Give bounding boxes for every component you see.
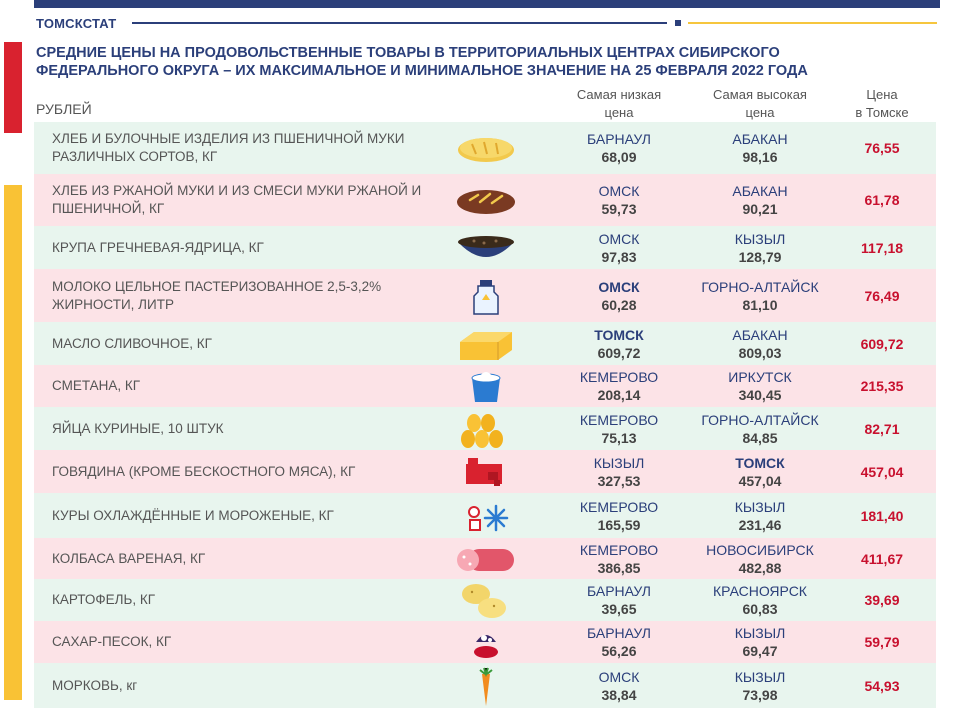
tomsk-price-value: 181,40 (860, 507, 904, 524)
table-row (34, 226, 936, 269)
highest-price-value: 69,47 (742, 643, 778, 659)
product-name: КАРТОФЕЛЬ, КГ (52, 592, 156, 607)
table-row (34, 174, 936, 226)
wheat-bread-icon (454, 128, 518, 168)
tomsk-price-value: 117,18 (860, 239, 904, 256)
milk-bottle-icon (454, 276, 518, 316)
tomsk-price-value: 457,04 (860, 463, 904, 480)
table-row (34, 493, 936, 538)
table-row (34, 579, 936, 621)
tomsk-price-value: 59,79 (864, 634, 900, 650)
lowest-price-city: ОМСК (598, 668, 640, 685)
lowest-price-cell (560, 230, 678, 266)
highest-price-value: 809,03 (738, 344, 782, 361)
highest-price-city: КЫЗЫЛ (734, 230, 786, 247)
brand-label: ТОМСКСТАТ (36, 16, 117, 31)
price-table (34, 122, 936, 708)
column-header-tomsk-line2: в Томске (855, 105, 909, 120)
table-row (34, 538, 936, 579)
highest-price-city: КЫЗЫЛ (734, 625, 786, 641)
highest-price-city: НОВОСИБИРСК (706, 541, 814, 558)
column-header-highest (698, 86, 822, 122)
highest-price-cell (698, 130, 822, 166)
lowest-price-city: ТОМСК (594, 326, 644, 343)
tomsk-price-value: 82,71 (864, 420, 900, 437)
accent-bar-yellow (4, 185, 22, 700)
rye-bread-icon (454, 180, 518, 220)
highest-price-cell (698, 368, 822, 404)
lowest-price-cell (560, 454, 678, 490)
lowest-price-value: 56,26 (601, 643, 637, 659)
highest-price-value: 84,85 (742, 429, 778, 446)
highest-price-city: ГОРНО-АЛТАЙСК (701, 411, 819, 428)
lowest-price-city: КЕМЕРОВО (579, 541, 659, 558)
product-name: ХЛЕБ И БУЛОЧНЫЕ ИЗДЕЛИЯ ИЗ ПШЕНИЧНОЙ МУКИ РАЗЛИЧНЫХ СОРТОВ, КГ (52, 131, 405, 164)
highest-price-cell (698, 624, 822, 660)
header-rule-blue (132, 22, 667, 24)
potato-icon (454, 580, 518, 620)
header-rule-yellow (688, 22, 937, 24)
highest-price-value: 231,46 (738, 516, 782, 533)
product-name: МОРКОВЬ, кг (52, 677, 138, 693)
highest-price-cell (698, 182, 822, 218)
product-name: СМЕТАНА, КГ (52, 378, 141, 393)
highest-price-cell (698, 582, 822, 618)
table-row (34, 122, 936, 174)
highest-price-city: АБАКАН (732, 183, 788, 199)
table-row (34, 365, 936, 407)
table-row (34, 322, 936, 365)
highest-price-value: 90,21 (742, 201, 778, 217)
lowest-price-value: 386,85 (597, 559, 641, 576)
tomsk-price-value: 39,69 (864, 592, 900, 608)
table-row (34, 269, 936, 322)
lowest-price-city: КЕМЕРОВО (579, 369, 659, 385)
accent-bar-red (4, 42, 22, 133)
product-name: МОЛОКО ЦЕЛЬНОЕ ПАСТЕРИЗОВАННОЕ 2,5-3,2% ЖИРНОСТИ, ЛИТР (52, 278, 382, 312)
lowest-price-cell (560, 624, 678, 660)
lowest-price-city: БАРНАУЛ (586, 583, 651, 599)
table-row (34, 407, 936, 450)
table-row (34, 450, 936, 493)
eggs-icon (454, 409, 518, 449)
tomsk-price-value: 61,78 (864, 192, 900, 208)
lowest-price-city: ОМСК (598, 183, 640, 199)
column-header-lowest-line2: цена (604, 105, 634, 120)
sausage-icon (454, 539, 518, 579)
product-name: КРУПА ГРЕЧНЕВАЯ-ЯДРИЦА, КГ (52, 239, 264, 255)
tomsk-price-value: 76,49 (864, 287, 900, 304)
lowest-price-cell (560, 182, 678, 218)
highest-price-city: ИРКУТСК (728, 369, 792, 385)
highest-price-cell (698, 668, 822, 704)
lowest-price-value: 75,13 (601, 429, 637, 446)
column-header-lowest (560, 86, 678, 122)
highest-price-city: КРАСНОЯРСК (713, 583, 807, 599)
highest-price-city: ТОМСК (735, 454, 785, 471)
product-name: САХАР-ПЕСОК, КГ (52, 634, 172, 649)
highest-price-value: 60,83 (742, 601, 778, 617)
tomsk-price-value: 609,72 (860, 335, 904, 352)
lowest-price-value: 97,83 (601, 248, 637, 265)
lowest-price-value: 39,65 (601, 601, 637, 617)
product-name: ГОВЯДИНА (КРОМЕ БЕСКОСТНОГО МЯСА), КГ (52, 463, 356, 479)
sugar-icon (454, 622, 518, 662)
lowest-price-cell (560, 541, 678, 577)
butter-icon (454, 324, 518, 364)
top-border-line (34, 0, 940, 8)
page-title: СРЕДНИЕ ЦЕНЫ НА ПРОДОВОЛЬСТВЕННЫЕ ТОВАРЫ В ТЕРРИТОРИАЛЬНЫХ ЦЕНТРАХ СИБИРСКОГО ФЕДЕРАЛЬНОГО ОКРУГА – ИХ МАКСИМАЛЬНОЕ И МИНИМАЛЬНОЕ ЗНАЧЕНИЕ НА 25 ФЕВРАЛЯ 2022 ГОДА (36, 45, 808, 79)
highest-price-cell (698, 278, 822, 314)
lowest-price-city: БАРНАУЛ (586, 625, 651, 641)
sour-cream-icon (454, 366, 518, 406)
highest-price-city: КЫЗЫЛ (734, 498, 786, 515)
table-row (34, 663, 936, 708)
highest-price-cell (698, 230, 822, 266)
lowest-price-city: КЕМЕРОВО (579, 411, 659, 428)
units-label: РУБЛЕЙ (36, 101, 92, 117)
lowest-price-value: 609,72 (597, 344, 641, 361)
lowest-price-cell (560, 326, 678, 362)
highest-price-value: 73,98 (742, 686, 778, 703)
lowest-price-city: КЕМЕРОВО (579, 498, 659, 515)
tomsk-price-value: 411,67 (860, 550, 904, 567)
column-header-highest-line1: Самая высокая (713, 87, 807, 102)
lowest-price-cell (560, 582, 678, 618)
lowest-price-value: 38,84 (601, 686, 637, 703)
highest-price-value: 482,88 (738, 559, 782, 576)
highest-price-city: АБАКАН (732, 131, 788, 147)
lowest-price-value: 327,53 (597, 472, 641, 489)
column-header-tomsk (840, 86, 924, 122)
header-rule-square (675, 20, 681, 26)
highest-price-city: ГОРНО-АЛТАЙСК (701, 278, 819, 295)
beef-icon (454, 452, 518, 492)
lowest-price-value: 165,59 (597, 516, 641, 533)
lowest-price-cell (560, 130, 678, 166)
lowest-price-value: 68,09 (601, 149, 637, 165)
column-header-highest-line2: цена (745, 105, 775, 120)
lowest-price-value: 60,28 (601, 296, 637, 313)
chicken-frozen-icon (454, 496, 518, 536)
tomsk-price-value: 76,55 (864, 140, 900, 156)
product-name: ЯЙЦА КУРИНЫЕ, 10 ШТУК (52, 420, 224, 436)
product-name: ХЛЕБ ИЗ РЖАНОЙ МУКИ И ИЗ СМЕСИ МУКИ РЖАНОЙ И ПШЕНИЧНОЙ, КГ (52, 183, 422, 216)
lowest-price-cell (560, 498, 678, 534)
lowest-price-value: 59,73 (601, 201, 637, 217)
lowest-price-city: КЫЗЫЛ (593, 454, 645, 471)
highest-price-value: 340,45 (738, 387, 782, 403)
highest-price-value: 128,79 (738, 248, 782, 265)
lowest-price-cell (560, 668, 678, 704)
product-name: КОЛБАСА ВАРЕНАЯ, КГ (52, 550, 206, 566)
lowest-price-city: ОМСК (598, 278, 640, 295)
lowest-price-cell (560, 368, 678, 404)
highest-price-cell (698, 454, 822, 490)
highest-price-city: КЫЗЫЛ (734, 668, 786, 685)
column-header-tomsk-line1: Цена (866, 87, 898, 102)
highest-price-value: 98,16 (742, 149, 778, 165)
buckwheat-bowl-icon (454, 228, 518, 268)
highest-price-value: 81,10 (742, 296, 778, 313)
product-name: МАСЛО СЛИВОЧНОЕ, КГ (52, 335, 212, 351)
lowest-price-value: 208,14 (597, 387, 641, 403)
lowest-price-cell (560, 278, 678, 314)
tomsk-price-value: 215,35 (860, 378, 904, 394)
highest-price-city: АБАКАН (732, 326, 788, 343)
lowest-price-city: БАРНАУЛ (586, 131, 651, 147)
tomsk-price-value: 54,93 (864, 677, 900, 694)
highest-price-cell (698, 541, 822, 577)
table-row (34, 621, 936, 663)
highest-price-cell (698, 498, 822, 534)
highest-price-cell (698, 411, 822, 447)
highest-price-cell (698, 326, 822, 362)
lowest-price-cell (560, 411, 678, 447)
column-header-lowest-line1: Самая низкая (576, 87, 662, 102)
highest-price-value: 457,04 (738, 472, 782, 489)
lowest-price-city: ОМСК (598, 230, 640, 247)
product-name: КУРЫ ОХЛАЖДЁННЫЕ И МОРОЖЕНЫЕ, КГ (52, 507, 334, 523)
